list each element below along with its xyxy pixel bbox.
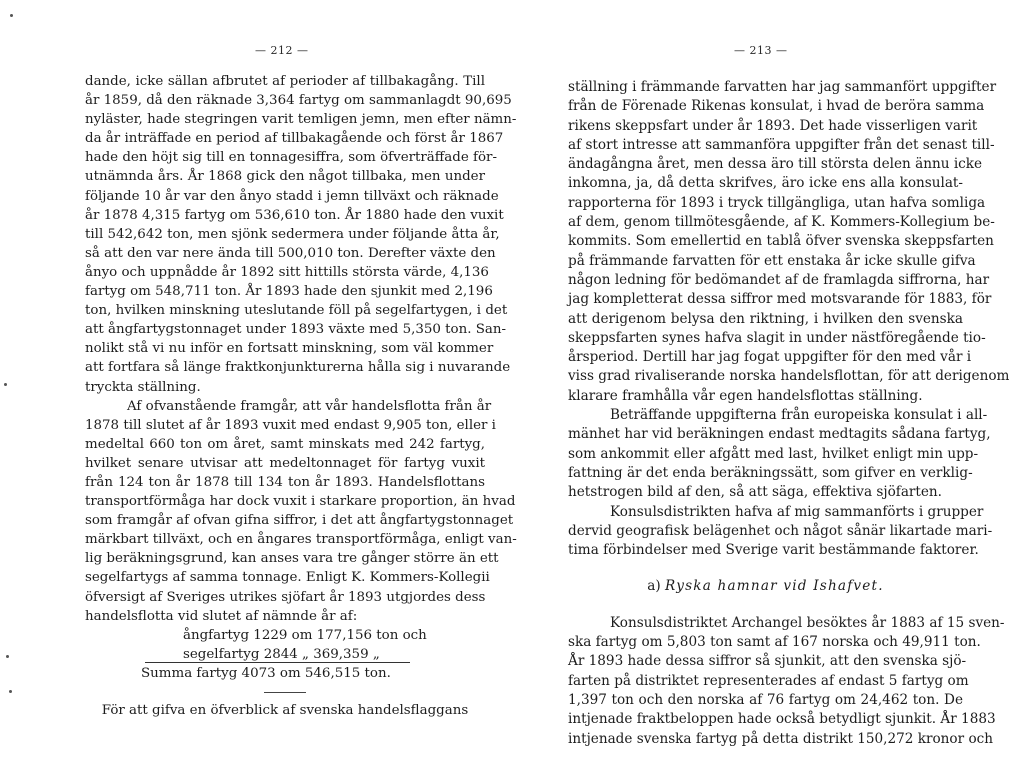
right-page — [512, 0, 1024, 759]
text-line: ändagångna året, men dessa äro till största delen ännu icke — [568, 156, 983, 173]
text-line: dervid geografisk belägenhet och något sånär likartade mari- — [568, 522, 993, 539]
text-line: ton, hvilken minskning uteslutande föll på segelfartygen, i det — [85, 303, 508, 319]
text-line: från 124 ton år 1878 till 134 ton år 1893. Handelsflottans — [85, 474, 485, 490]
section-heading-title: Ryska hamnar vid Ishafvet. — [665, 578, 884, 595]
scan-speck — [4, 383, 7, 386]
page-number-right: — 213 — — [734, 44, 788, 57]
text-line: 1,397 ton och den norska af 76 fartyg om 24,462 ton. De — [568, 691, 963, 708]
text-line: öfversigt af Sveriges utrikes sjöfart år 1893 utgjordes dess — [85, 589, 486, 605]
text-line: af dem, genom tillmötesgående, af K. Kommers-Kollegium be- — [568, 214, 995, 231]
text-line: handelsflotta vid slutet af nämnde år af: — [85, 608, 358, 624]
text-line: transportförmåga har dock vuxit i starkare proportion, än hvad — [85, 494, 516, 510]
text-line: intjenade fraktbeloppen hade också betydligt sjunkit. År 1883 — [568, 711, 996, 728]
text-line: från de Förenade Rikenas konsulat, i hvad de beröra samma — [568, 98, 985, 115]
scan-speck — [10, 14, 13, 17]
text-line: mänhet har vid beräkningen endast medtagits sådana fartyg, — [568, 426, 991, 443]
text-line: jag kompletterat dessa siffror med motsvarande för 1883, för — [568, 291, 992, 308]
text-line: Beträffande uppgifterna från europeiska konsulat i all- — [610, 407, 988, 424]
text-line: tima förbindelser med Sverige varit bestämmande faktorer. — [568, 542, 979, 559]
text-line: farten på distriktet representerades af endast 5 fartyg om — [568, 672, 969, 689]
text-line: rikens skeppsfart under år 1893. Det hade visserligen varit — [568, 117, 978, 134]
text-line: att ångfartygstonnaget under 1893 växte med 5,350 ton. San- — [85, 322, 507, 338]
text-line: dande, icke sällan afbrutet af perioder af tillbakagång. Till — [85, 74, 485, 89]
section-heading — [568, 577, 963, 596]
fleet-table-sum: Summa fartyg 4073 om 546,515 ton. — [141, 665, 391, 681]
text-line: någon ledning för bedömandet af de framlagda siffrorna, har — [568, 271, 990, 288]
text-line: nolikt stå vi nu inför en fortsatt minskning, som väl kommer — [85, 341, 494, 357]
text-line: skeppsfarten synes hafva slagit in under nästföregående tio- — [568, 329, 986, 346]
text-line: ställning i främmande farvatten har jag sammanfört uppgifter — [568, 79, 997, 95]
text-line: följande 10 år var den ånyo stadd i jemn tillväxt och räknade — [85, 188, 499, 204]
text-line: nyläster, hade stegringen varit temligen jemn, men efter nämn- — [85, 112, 517, 128]
text-line: märkbart tillväxt, och en ångares transportförmåga, enligt van- — [85, 532, 517, 548]
text-line: Konsulsdistriktet Archangel besöktes år 1883 af 15 sven- — [610, 614, 1005, 631]
scan-speck — [9, 690, 12, 693]
text-line: klarare framhålla vår egen handelsflottas ställning. — [568, 387, 923, 404]
text-line: År 1893 hade dessa siffror så sjunkit, att den svenska sjö- — [568, 653, 967, 670]
text-line: viss grad rivaliserande norska handelsflottan, för att derigenom — [568, 368, 1010, 385]
text-line: år 1859, då den räknade 3,364 fartyg om sammanlagdt 90,695 — [85, 93, 512, 109]
text-line: lig beräkningsgrund, kan anses vara tre gånger större än ett — [85, 551, 499, 567]
text-line: årsperiod. Dertill har jag fogat uppgifter för den med vår i — [568, 349, 972, 366]
text-line: 1878 till slutet af år 1893 vuxit med endast 9,905 ton, eller i — [85, 417, 496, 433]
text-line: hvilket senare utvisar att medeltonnaget för fartyg vuxit — [85, 455, 485, 471]
text-line: ska fartyg om 5,803 ton samt af 167 norska och 49,911 ton. — [568, 634, 981, 651]
text-line: på främmande farvatten för ett enstaka år icke skulle gifva — [568, 252, 976, 269]
fleet-table-row-sail-text: segelfartyg 2844 „ 369,359 „ — [145, 647, 410, 663]
text-line: kommits. Som emellertid en tablå öfver svenska skeppsfarten — [568, 233, 994, 250]
text-line: rapporterna för 1893 i tryck tillgängliga, utan hafva somliga — [568, 194, 986, 211]
text-line: tryckta ställning. — [85, 379, 201, 395]
text-line: så att den var nere ända till 500,010 ton. Derefter växte den — [85, 245, 496, 261]
text-line: som ankommit eller afgått med last, hvilket enligt min upp- — [568, 445, 979, 462]
right-text-block — [568, 78, 1010, 749]
text-line: som framgår af ofvan gifna siffror, i det att ångfartygstonnaget — [85, 513, 514, 529]
spacer — [568, 597, 963, 614]
text-line: ånyo och uppnådde år 1892 sitt hittills största värde, 4,136 — [85, 264, 489, 280]
closing-line: För att gifva en öfverblick af svenska handelsflaggans — [101, 703, 469, 718]
text-line: fattning är det enda beräkningssätt, som gifver en verklig- — [568, 464, 973, 481]
text-line: af stort intresse att sammanföra uppgifter från det senast till- — [568, 136, 995, 153]
page-number-left: — 212 — — [255, 44, 309, 57]
text-line: Konsulsdistrikten hafva af mig sammanförts i grupper — [610, 503, 984, 520]
text-line: till 542,642 ton, men sjönk sedermera under följande åtta år, — [85, 226, 500, 242]
fleet-table-row-steam: ångfartyg 1229 om 177,156 ton och — [183, 627, 427, 643]
text-line: utnämnda års. År 1868 gick den något tillbaka, men under — [85, 169, 485, 185]
fleet-table-row-sail — [85, 645, 485, 664]
left-text-block — [85, 72, 517, 720]
text-line: att derigenom belysa den riktning, i hvilken den svenska — [568, 310, 963, 327]
text-line: inkomna, ja, då detta skrifves, äro icke ens alla konsulat- — [568, 175, 963, 192]
text-line: segelfartygs af samma tonnage. Enligt K. Kommers-Kollegii — [85, 570, 490, 586]
section-divider — [264, 692, 306, 693]
text-line: Af ofvanstående framgår, att vår handelsflotta från år — [127, 398, 492, 414]
scan-speck — [6, 655, 9, 658]
text-line: år 1878 4,315 fartyg om 536,610 ton. År 1880 hade den vuxit — [85, 207, 504, 223]
text-line: hetstrogen bild af den, så att säga, effektiva sjöfarten. — [568, 484, 943, 501]
text-line: att fortfara så länge fraktkonjunkturerna hålla sig i nuvarande — [85, 360, 511, 376]
section-heading-label: a) — [647, 578, 661, 595]
text-line: hade den höjt sig till en tonnagesiffra, som öfverträffade för- — [85, 150, 497, 166]
text-line: da år inträffade en period af tillbakagående och först år 1867 — [85, 131, 504, 147]
text-line: medeltal 660 ton om året, samt minskats med 242 fartyg, — [85, 436, 485, 452]
spacer — [568, 560, 963, 577]
text-line: fartyg om 548,711 ton. År 1893 hade den sjunkit med 2,196 — [85, 284, 493, 300]
text-line: intjenade svenska fartyg på detta distrikt 150,272 kronor och — [568, 730, 993, 747]
